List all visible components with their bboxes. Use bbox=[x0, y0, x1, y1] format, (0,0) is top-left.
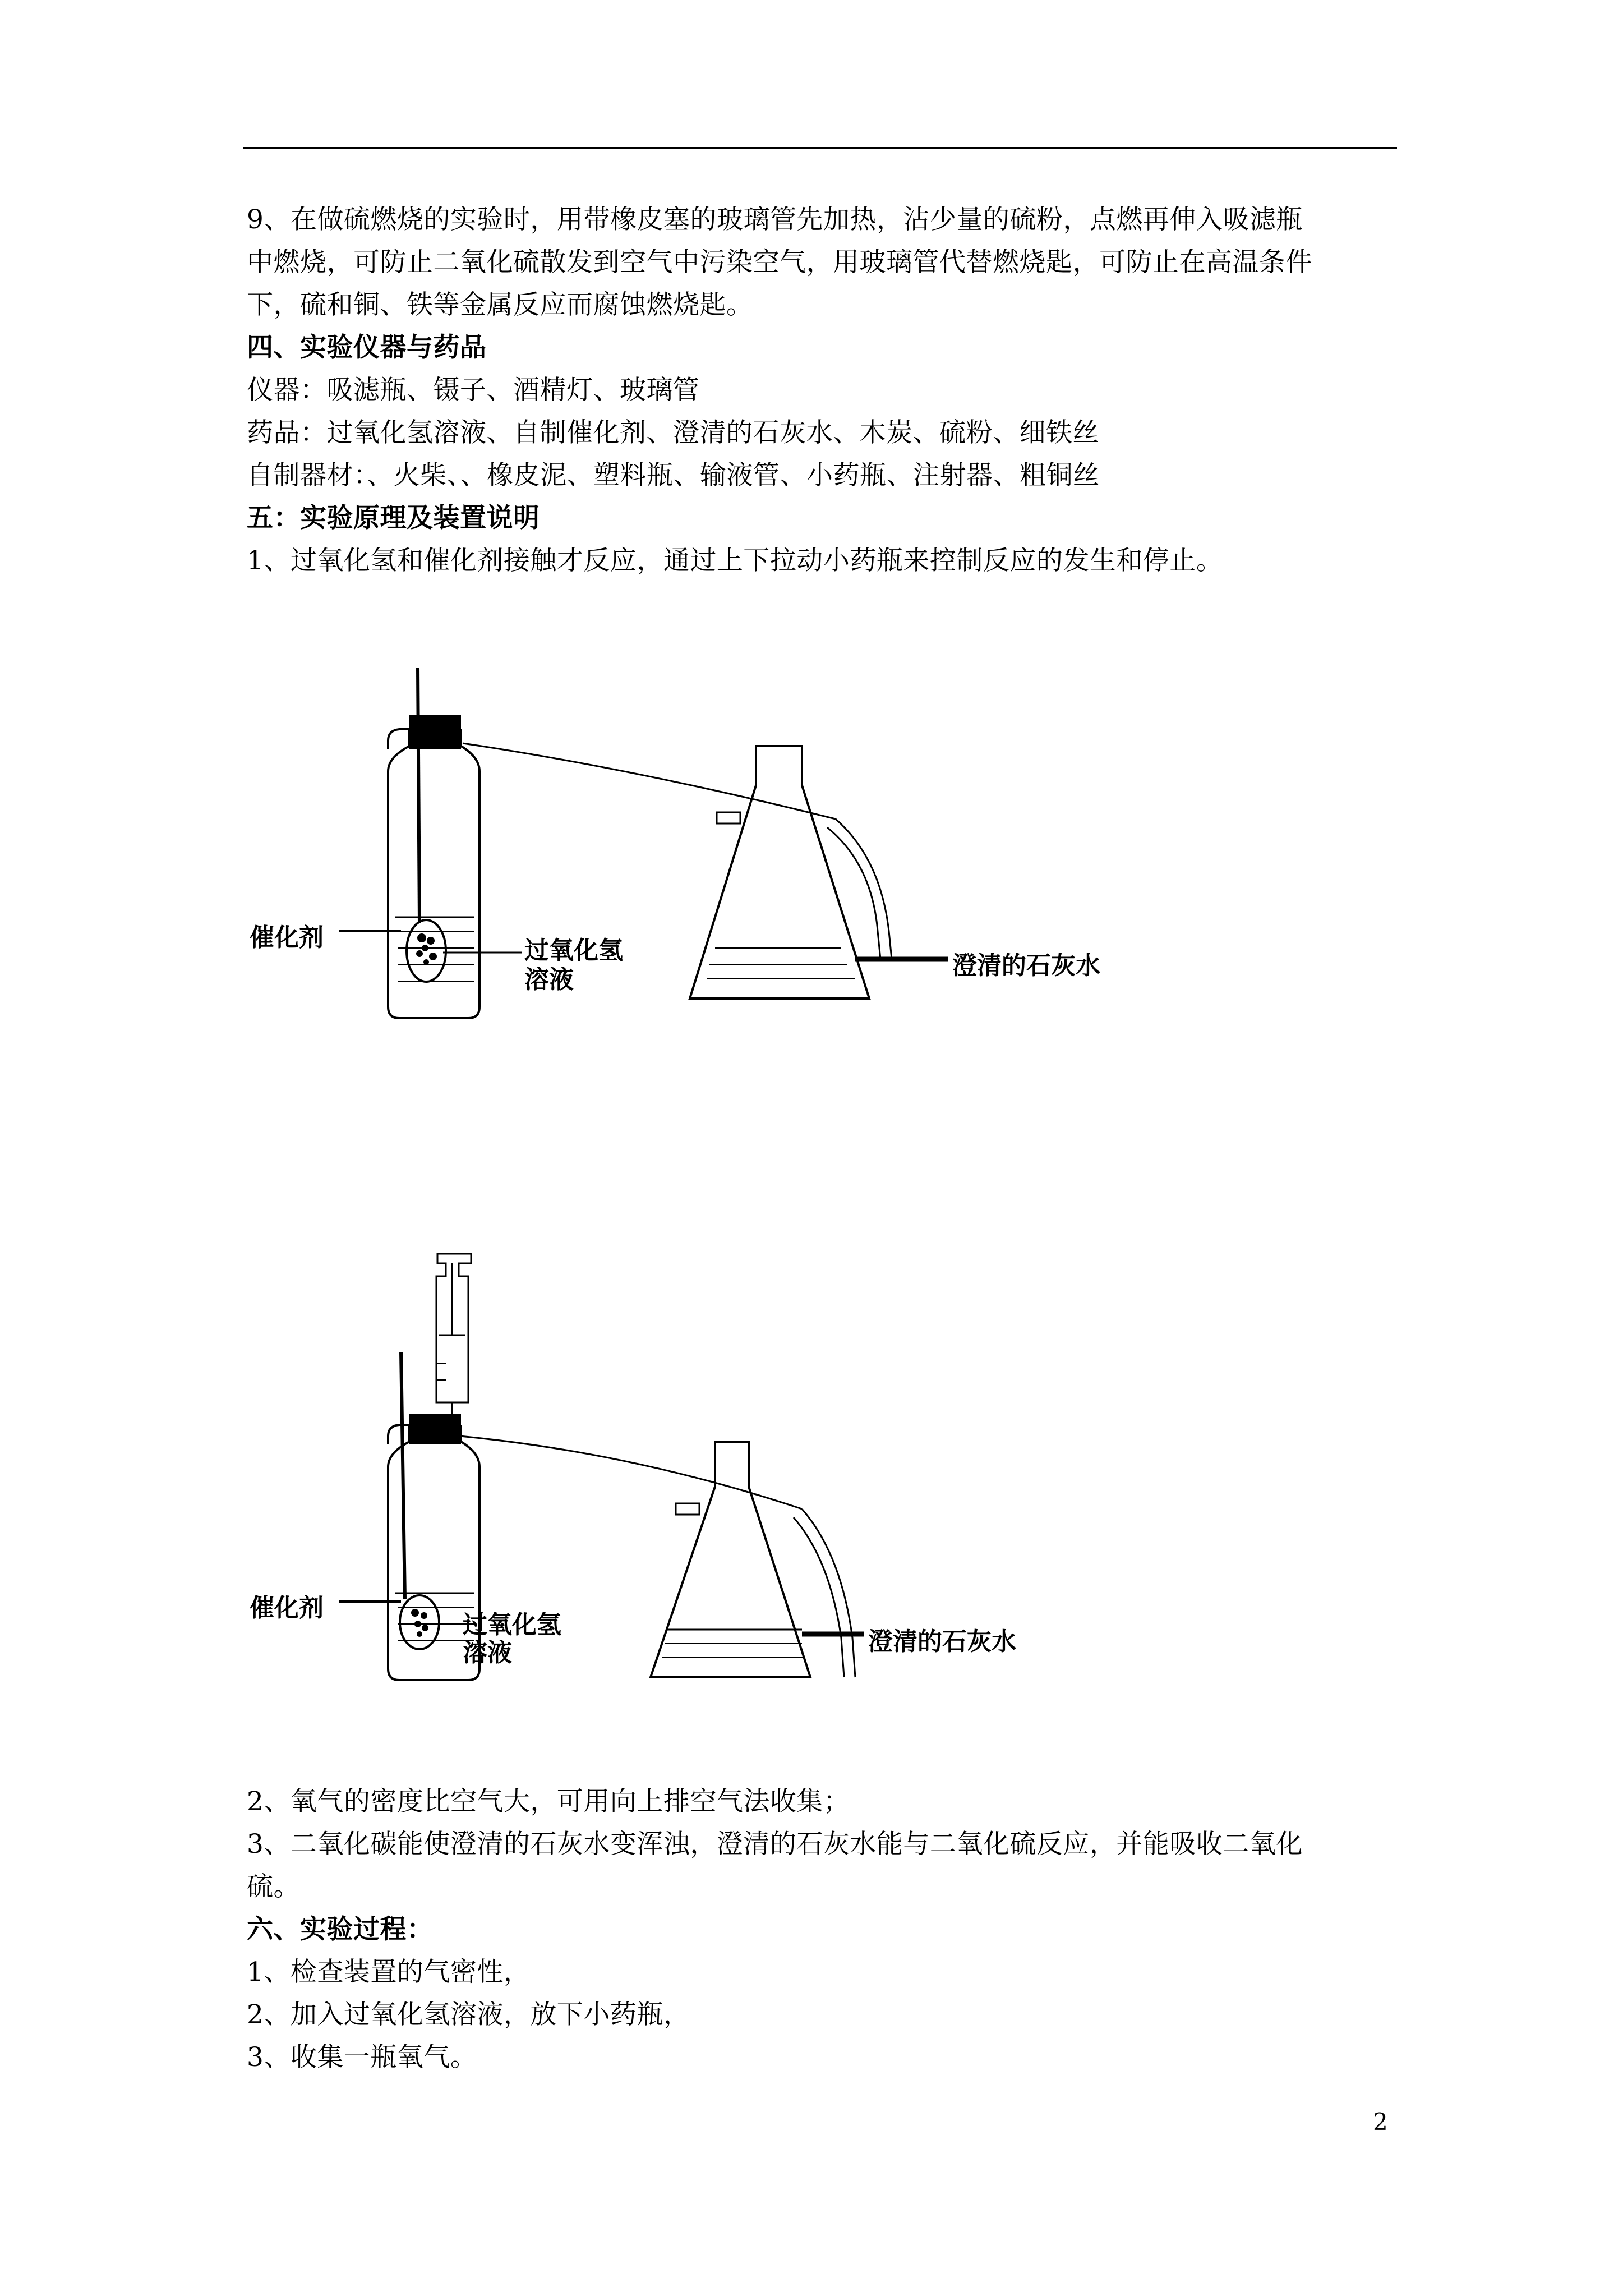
page-number: 2 bbox=[1373, 2108, 1388, 2136]
paragraph-line-1: 9、在做硫燃烧的实验时，用带橡皮塞的玻璃管先加热，沾少量的硫粉，点燃再伸入吸滤瓶 bbox=[247, 204, 1303, 235]
procedure-step-1: 1、检查装置的气密性， bbox=[247, 1957, 531, 1987]
paragraph-line-3: 下，硫和铜、铁等金属反应而腐蚀燃烧匙。 bbox=[247, 289, 753, 320]
instruments-line: 仪器：吸滤瓶、镊子、酒精灯、玻璃管 bbox=[247, 375, 700, 406]
peroxide-label-line2: 溶液 bbox=[524, 965, 574, 994]
limewater-label: 澄清的石灰水 bbox=[952, 951, 1100, 980]
paragraph-line-2: 中燃烧，可防止二氧化硫散发到空气中污染空气，用玻璃管代替燃烧匙，可防止在高温条件 bbox=[247, 247, 1312, 278]
bottle-outline bbox=[388, 729, 479, 1018]
rubber-stopper bbox=[409, 1414, 461, 1444]
apparatus-figure-1 bbox=[241, 668, 1166, 1027]
procedure-step-3: 3、收集一瓶氧气。 bbox=[247, 2042, 477, 2073]
homemade-equipment-line: 自制器材：、火柴、、橡皮泥、塑料瓶、输液管、小药瓶、注射器、粗铜丝 bbox=[247, 460, 1100, 491]
section-heading-5: 五：实验原理及装置说明 bbox=[247, 503, 540, 533]
reagents-line: 药品：过氧化氢溶液、自制催化剂、澄清的石灰水、木炭、硫粉、细铁丝 bbox=[247, 417, 1099, 448]
header-rule bbox=[243, 147, 1397, 149]
limewater-label: 澄清的石灰水 bbox=[868, 1627, 1016, 1656]
section-heading-4: 四、实验仪器与药品 bbox=[247, 332, 487, 363]
apparatus-figure-2 bbox=[241, 1251, 1166, 1700]
peroxide-label-line1: 过氧化氢 bbox=[463, 1611, 561, 1639]
section-heading-6: 六、实验过程： bbox=[247, 1914, 434, 1945]
catalyst-label: 催化剂 bbox=[250, 923, 324, 952]
conical-flask-outline bbox=[651, 1442, 810, 1677]
peroxide-label-line2: 溶液 bbox=[463, 1639, 512, 1667]
principle-line-2: 2、氧气的密度比空气大，可用向上排空气法收集； bbox=[247, 1786, 850, 1817]
rubber-stopper bbox=[409, 715, 461, 749]
principle-line-3a: 3、二氧化碳能使澄清的石灰水变浑浊，澄清的石灰水能与二氧化硫反应，并能吸收二氧化 bbox=[247, 1829, 1303, 1860]
conical-flask-outline bbox=[690, 746, 869, 999]
catalyst-label: 催化剂 bbox=[250, 1594, 324, 1622]
peroxide-label-line1: 过氧化氢 bbox=[524, 936, 623, 965]
procedure-step-2: 2、加入过氧化氢溶液，放下小药瓶， bbox=[247, 1999, 690, 2030]
principle-line-1: 1、过氧化氢和催化剂接触才反应，通过上下拉动小药瓶来控制反应的发生和停止。 bbox=[247, 545, 1223, 576]
principle-line-3b: 硫。 bbox=[247, 1871, 300, 1902]
